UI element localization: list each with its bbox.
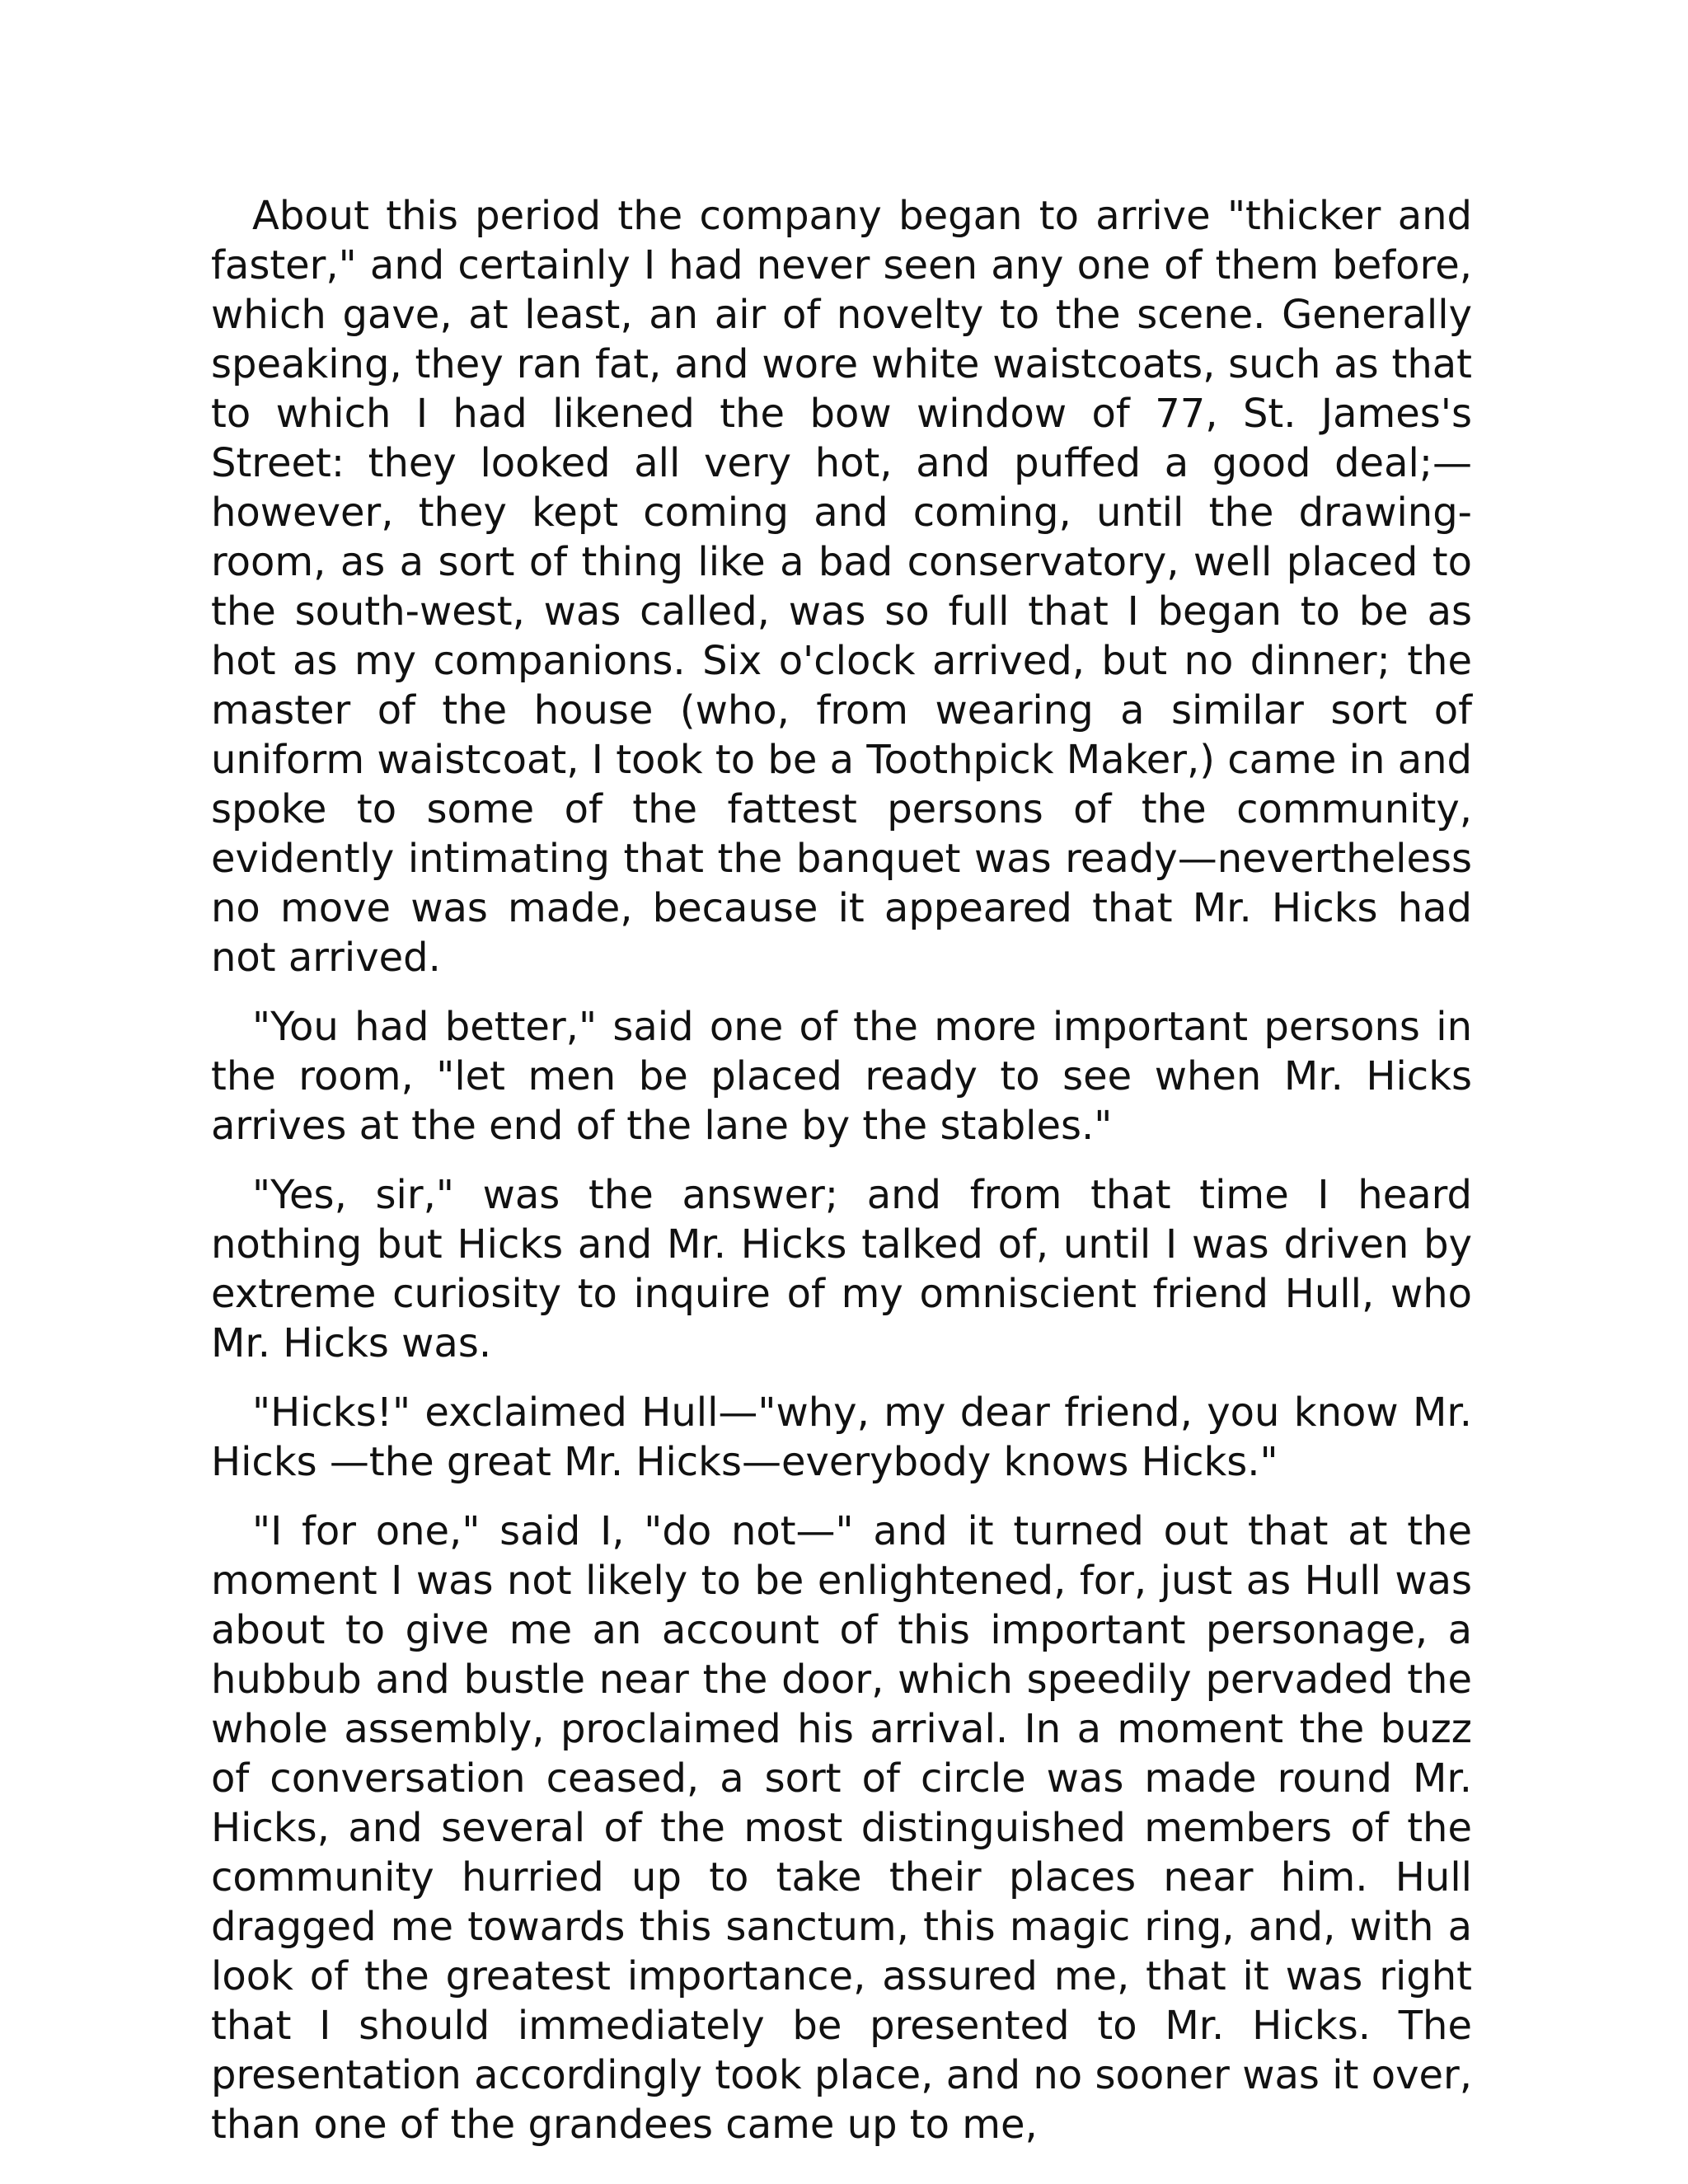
paragraph-2: "You had better," said one of the more important persons in the room, "let men be placed ready to see when Mr. Hicks arrives at the end of the lane by the stables.": [211, 1004, 1472, 1149]
paragraph-4: "Hicks!" exclaimed Hull—"why, my dear friend, you know Mr. Hicks —the great Mr. Hicks—everybody knows Hicks.": [211, 1390, 1472, 1485]
paragraph-5: "I for one," said I, "do not—" and it turned out that at the moment I was not likely to be enlightened, for, just as Hull was about to give me an account of this important personage, a hubbub and bustle near the door, which speedily pervaded the whole assembly, proclaimed his arrival. In a moment the buzz of conversation ceased, a sort of circle was made round Mr. Hicks, and several of the most distinguished members of the community hurried up to take their places near him. Hull dragged me towards this sanctum, this magic ring, and, with a look of the greatest importance, assured me, that it was right that I should immediately be presented to Mr. Hicks. The presentation accordingly took place, and no sooner was it over, than one of the grandees came up to me,: [211, 1508, 1472, 2148]
paragraph-1: About this period the company began to arrive "thicker and faster," and certainly I had never seen any one of them before, which gave, at least, an air of novelty to the scene. Generally speaking, they ran fat, and wore white waistcoats, such as that to which I had likened the bow window of 77, St. James's Street: they looked all very hot, and puffed a good deal;—however, they kept coming and coming, until the drawing-room, as a sort of thing like a bad conservatory, well placed to the south-west, was called, was so full that I began to be as hot as my companions. Six o'clock arrived, but no dinner; the master of the house (who, from wearing a similar sort of uniform waistcoat, I took to be a Toothpick Maker,) came in and spoke to some of the fattest persons of the community, evidently intimating that the banquet was ready—nevertheless no move was made, because it appeared that Mr. Hicks had not arrived.: [211, 193, 1472, 981]
paragraph-3: "Yes, sir," was the answer; and from that time I heard nothing but Hicks and Mr. Hicks talked of, until I was driven by extreme curiosity to inquire of my omniscient friend Hull, who Mr. Hicks was.: [211, 1172, 1472, 1366]
page-text: [211, 191, 1472, 2169]
